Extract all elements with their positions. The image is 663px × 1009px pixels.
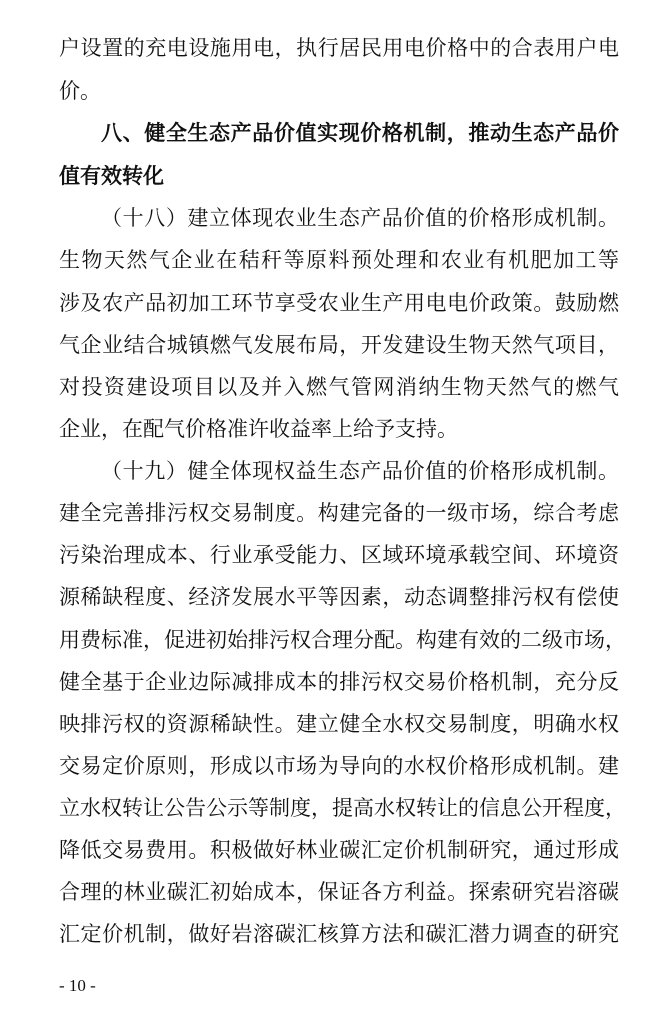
page-number: - 10 - xyxy=(59,976,96,995)
section-heading-continued: 值有效转化 xyxy=(59,164,164,188)
subsection-title: （十八）建立体现农业生态产品价值的价格形成机制。 xyxy=(101,206,619,230)
body-text-line: 用费标准，促进初始排污权合理分配。构建有效的二级市场， xyxy=(59,628,626,652)
section-heading: 八、健全生态产品价值实现价格机制，推动生态产品价 xyxy=(101,121,619,145)
body-text-line: 气企业结合城镇燃气发展布局，开发建设生物天然气项目， xyxy=(59,333,619,357)
body-text-line: 交易定价原则，形成以市场为导向的水权价格形成机制。建 xyxy=(59,754,619,778)
body-text-line: 源稀缺程度、经济发展水平等因素，动态调整排污权有偿使 xyxy=(59,585,619,609)
body-text-line: 立水权转让公告公示等制度，提高水权转让的信息公开程度， xyxy=(59,796,626,820)
body-text-line: 污染治理成本、行业承受能力、区域环境承载空间、环境资 xyxy=(59,543,619,567)
body-text-line: 企业，在配气价格准许收益率上给予支持。 xyxy=(59,417,458,441)
subsection-title: （十九）健全体现权益生态产品价值的价格形成机制。 xyxy=(101,459,619,483)
body-text-line: 汇定价机制，做好岩溶碳汇核算方法和碳汇潜力调查的研究 xyxy=(59,922,619,946)
body-text-line: 户设置的充电设施用电，执行居民用电价格中的合表用户电 xyxy=(59,36,619,60)
body-text-line: 合理的林业碳汇初始成本，保证各方利益。探索研究岩溶碳 xyxy=(59,880,619,904)
body-text-line: 涉及农产品初加工环节享受农业生产用电电价政策。鼓励燃 xyxy=(59,291,619,315)
body-text-line: 建全完善排污权交易制度。构建完备的一级市场，综合考虑 xyxy=(59,501,619,525)
body-text-line: 映排污权的资源稀缺性。建立健全水权交易制度，明确水权 xyxy=(59,712,619,736)
body-text-line: 健全基于企业边际减排成本的排污权交易价格机制，充分反 xyxy=(59,670,619,694)
body-text-line: 降低交易费用。积极做好林业碳汇定价机制研究，通过形成 xyxy=(59,838,619,862)
body-text-line: 价。 xyxy=(59,79,101,103)
body-text-line: 生物天然气企业在秸秆等原料预处理和农业有机肥加工等 xyxy=(59,248,619,272)
body-text-line: 对投资建设项目以及并入燃气管网消纳生物天然气的燃气 xyxy=(59,375,619,399)
